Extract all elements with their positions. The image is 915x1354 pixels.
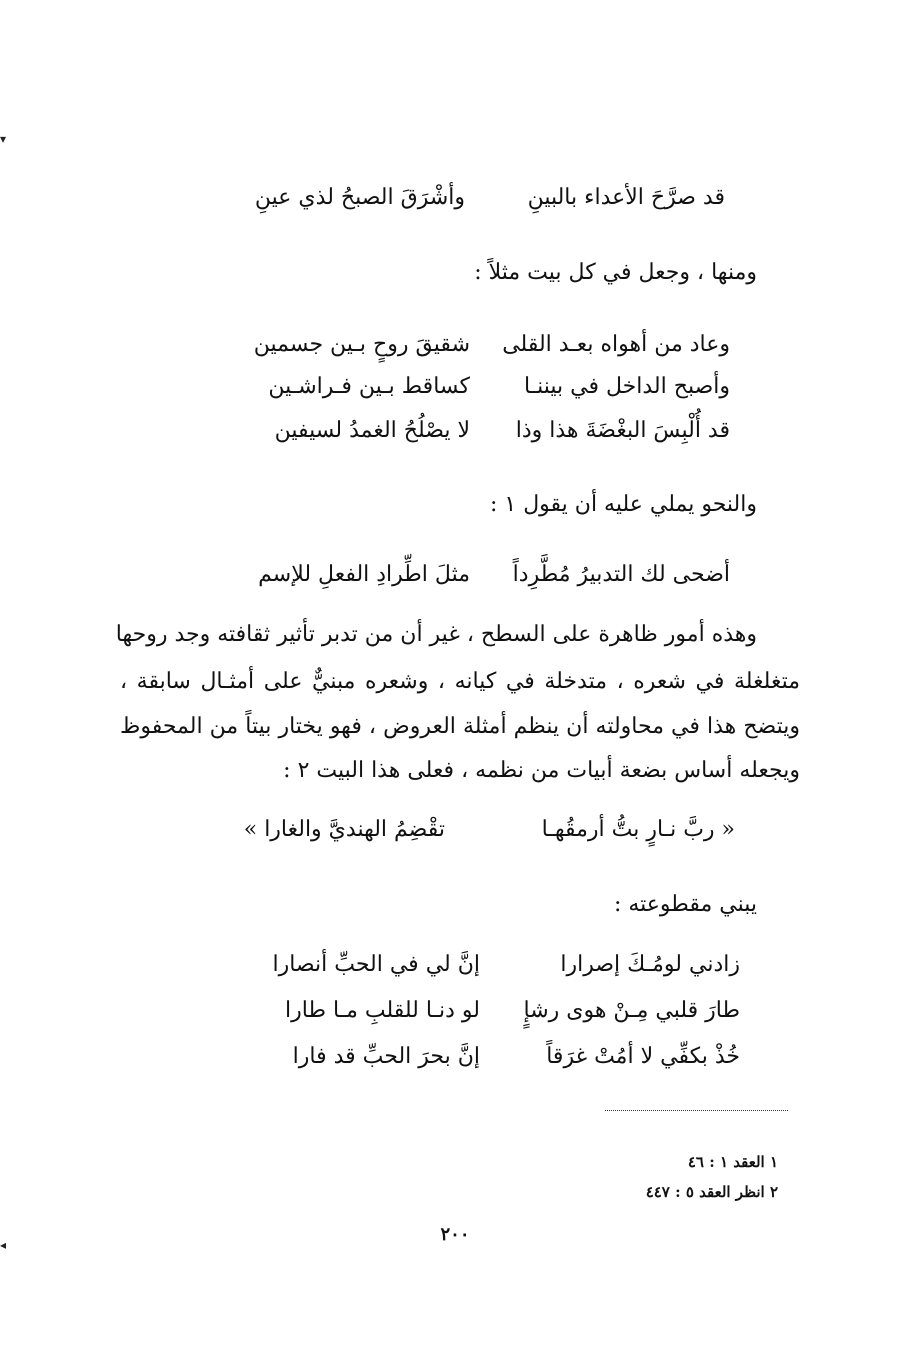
- stanza-2-line-3: [200, 1042, 740, 1072]
- hemistich-left: مثلَ اطِّرادِ الفعلِ للإسم: [258, 562, 470, 587]
- stanza-1-line-1: [190, 330, 730, 360]
- hemistich-left: لو دنـا للقلبِ مـا طارا: [285, 998, 480, 1023]
- footnote-separator: [605, 1110, 788, 1111]
- hemistich-left: وأشْرَقَ الصبحُ لذي عينِ: [254, 185, 465, 210]
- paragraph-line-4: ويجعله أساس بضعة أبيات من نظمه ، فعلى هذا البيت ٢ :: [283, 758, 800, 783]
- hemistich-left: لا يصْلُحُ الغمدُ لسيفين: [274, 418, 470, 443]
- hemistich-right: خُذْ بكفِّي لا أمُتْ غرَقاً: [546, 1044, 740, 1069]
- hemistich-right: قد صرَّحَ الأعداء بالبينِ: [527, 185, 725, 210]
- footnote-2: ٢ انظر العقد ٥ : ٤٤٧: [645, 1183, 778, 1201]
- stanza-1-line-3: [190, 416, 730, 446]
- hemistich-right: طارَ قلبي مِـنْ هوى رشإٍ: [523, 998, 740, 1023]
- scan-edge-mark-icon: ◂: [0, 1238, 7, 1252]
- hemistich-right: قد أُلْبِسَ البغْضَةَ هذا وذا: [515, 418, 730, 443]
- hemistich-right: « ربَّ نـارٍ بتُّ أرمقُهـا: [541, 817, 735, 842]
- hemistich-left: شقيقَ روحٍ بـين جسمين: [253, 332, 470, 357]
- opening-verse: [210, 183, 725, 213]
- hemistich-left: كساقط بـين فـراشـين: [268, 374, 470, 399]
- quoted-verse: [175, 815, 735, 845]
- paragraph-line-3: ويتضح هذا في محاولته أن ينظم أمثلة العروض ، فهو يختار بيتاً من المحفوظ: [120, 714, 800, 739]
- hemistich-left: إنَّ لي في الحبِّ أنصارا: [272, 952, 480, 977]
- hemistich-left: إنَّ بحرَ الحبِّ قد فارا: [292, 1044, 480, 1069]
- stanza-2-line-2: [200, 996, 740, 1026]
- intro-line-2: والنحو يملي عليه أن يقول ١ :: [489, 492, 757, 517]
- grammar-verse: [190, 560, 730, 590]
- page-number: ٢٠٠: [440, 1224, 470, 1245]
- stanza-2-line-1: [200, 950, 740, 980]
- hemistich-right: أضحى لك التدبيرُ مُطَّرِداً: [512, 562, 730, 587]
- hemistich-right: زادني لومُـكَ إصرارا: [560, 952, 740, 977]
- hemistich-right: وأصبح الداخل في بيننـا: [523, 374, 730, 399]
- footnote-1: ١ العقد ١ : ٤٦: [687, 1153, 778, 1171]
- paragraph-line-1: وهذه أمور ظاهرة على السطح ، غير أن من تدبر تأثير ثقافته وجد روحها: [115, 622, 757, 647]
- hemistich-right: وعاد من أهواه بعـد القلى: [502, 332, 730, 357]
- paragraph-line-2: متغلغلة في شعره ، متدخلة في كيانه ، وشعره مبنيٌّ على أمثـال سابقة ،: [120, 669, 800, 694]
- intro-line-3: يبني مقطوعته :: [613, 892, 757, 917]
- hemistich-left: تقْضِمُ الهنديَّ والغارا »: [243, 817, 445, 842]
- scan-edge-mark-icon: ▾: [0, 132, 7, 146]
- intro-line-1: ومنها ، وجعل في كل بيت مثلاً :: [474, 260, 757, 285]
- stanza-1-line-2: [190, 372, 730, 402]
